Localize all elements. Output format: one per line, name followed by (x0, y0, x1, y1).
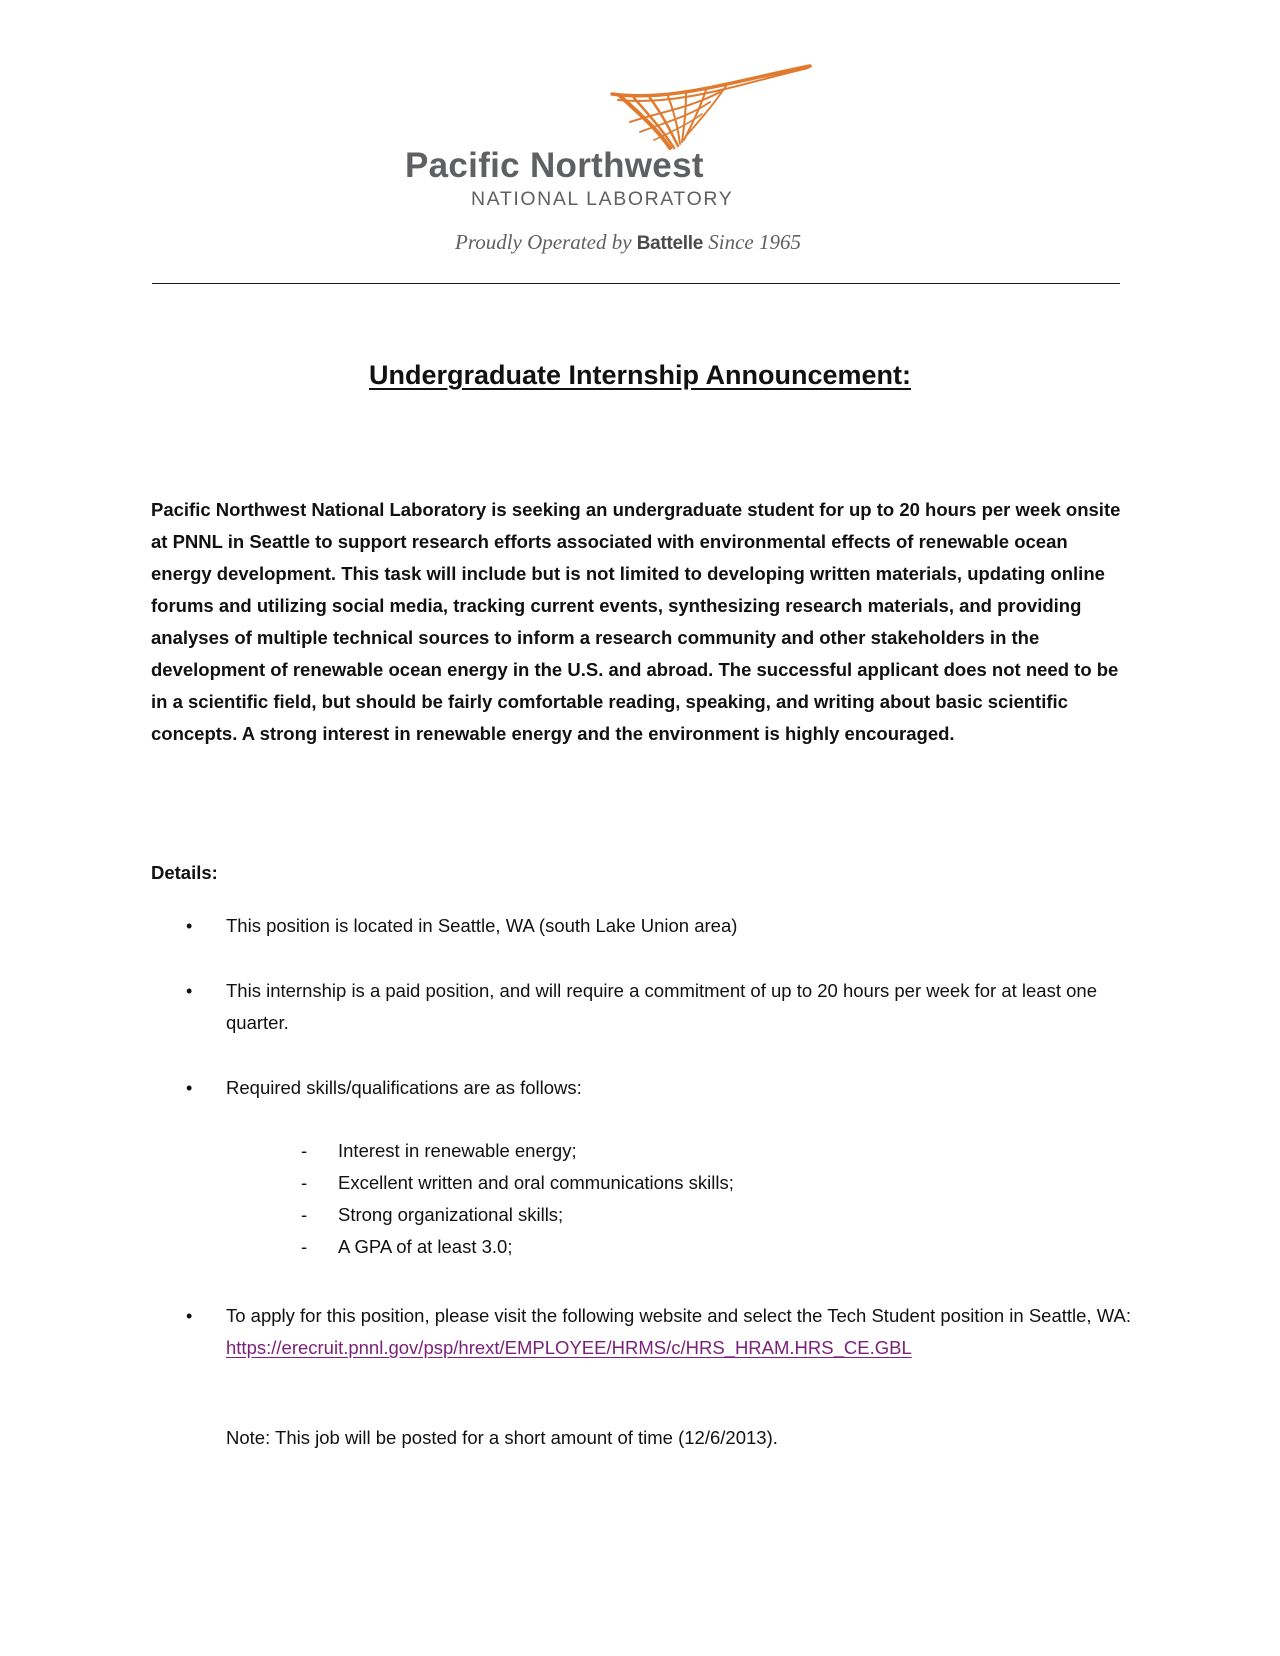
list-item-text (226, 1300, 1131, 1364)
qualification-item (151, 1199, 1051, 1231)
bullet-icon: • (186, 981, 193, 1001)
details-heading: Details: (151, 862, 218, 883)
tagline-brand: Battelle (636, 233, 703, 254)
bullet-icon: • (186, 916, 193, 936)
qualification-item (151, 1167, 1051, 1199)
intro-paragraph: Pacific Northwest National Laboratory is seeking an undergraduate student for up to 20 hours per week onsite at PNNL in Seattle to support research efforts associated with environmental effects of renewable ocean energy development. This task will include but is not limited to developing written materials, updating online forums and utilizing social media, tracking current events, synthesizing research materials, and providing analyses of multiple technical sources to inform a research community and other stakeholders in the development of renewable ocean energy in the U.S. and abroad. The successful applicant does not need to be in a scientific field, but should be fairly comfortable reading, speaking, and writing about basic scientific concepts. A strong interest in renewable energy and the environment is highly encouraged. (151, 499, 1121, 744)
bullet-icon: • (186, 1078, 193, 1098)
list-item (151, 1300, 1131, 1364)
list-item (151, 910, 1131, 942)
qualification-text: Strong organizational skills; (338, 1204, 564, 1225)
tagline-suffix: Since 1965 (703, 230, 801, 254)
qualification-text: A GPA of at least 3.0; (338, 1236, 513, 1257)
dash-marker: - (301, 1172, 308, 1193)
list-item (151, 1072, 1131, 1104)
apply-instructions: To apply for this position, please visit the following website and select the Tech Student position in Seattle, WA: (226, 1305, 1131, 1326)
list-item (151, 975, 1131, 1039)
dash-marker: - (301, 1140, 308, 1161)
tagline (455, 230, 801, 255)
tagline-prefix: Proudly Operated by (455, 230, 637, 254)
list-item-text: This internship is a paid position, and will require a commitment of up to 20 hours per week for at least one quarter. (226, 980, 1097, 1033)
page-title: Undergraduate Internship Announcement: (368, 360, 912, 390)
apply-link[interactable]: https://erecruit.pnnl.gov/psp/hrext/EMPLOYEE/HRMS/c/HRS_HRAM.HRS_CE.GBL (226, 1337, 912, 1358)
qualification-item (151, 1231, 1051, 1263)
org-name: Pacific Northwest (405, 146, 704, 185)
header-divider (152, 283, 1120, 284)
list-item-text: This position is located in Seattle, WA (south Lake Union area) (226, 915, 738, 936)
qualification-text: Interest in renewable energy; (338, 1140, 577, 1161)
list-item-text: Required skills/qualifications are as follows: (226, 1077, 582, 1098)
dash-marker: - (301, 1204, 308, 1225)
org-subtitle: NATIONAL LABORATORY (471, 188, 734, 210)
dash-marker: - (301, 1236, 308, 1257)
posting-note: Note: This job will be posted for a short amount of time (12/6/2013). (226, 1427, 778, 1448)
qualifications-list (151, 1135, 1051, 1263)
qualification-item (151, 1135, 1051, 1167)
bullet-icon: • (186, 1306, 193, 1326)
qualification-text: Excellent written and oral communications skills; (338, 1172, 734, 1193)
